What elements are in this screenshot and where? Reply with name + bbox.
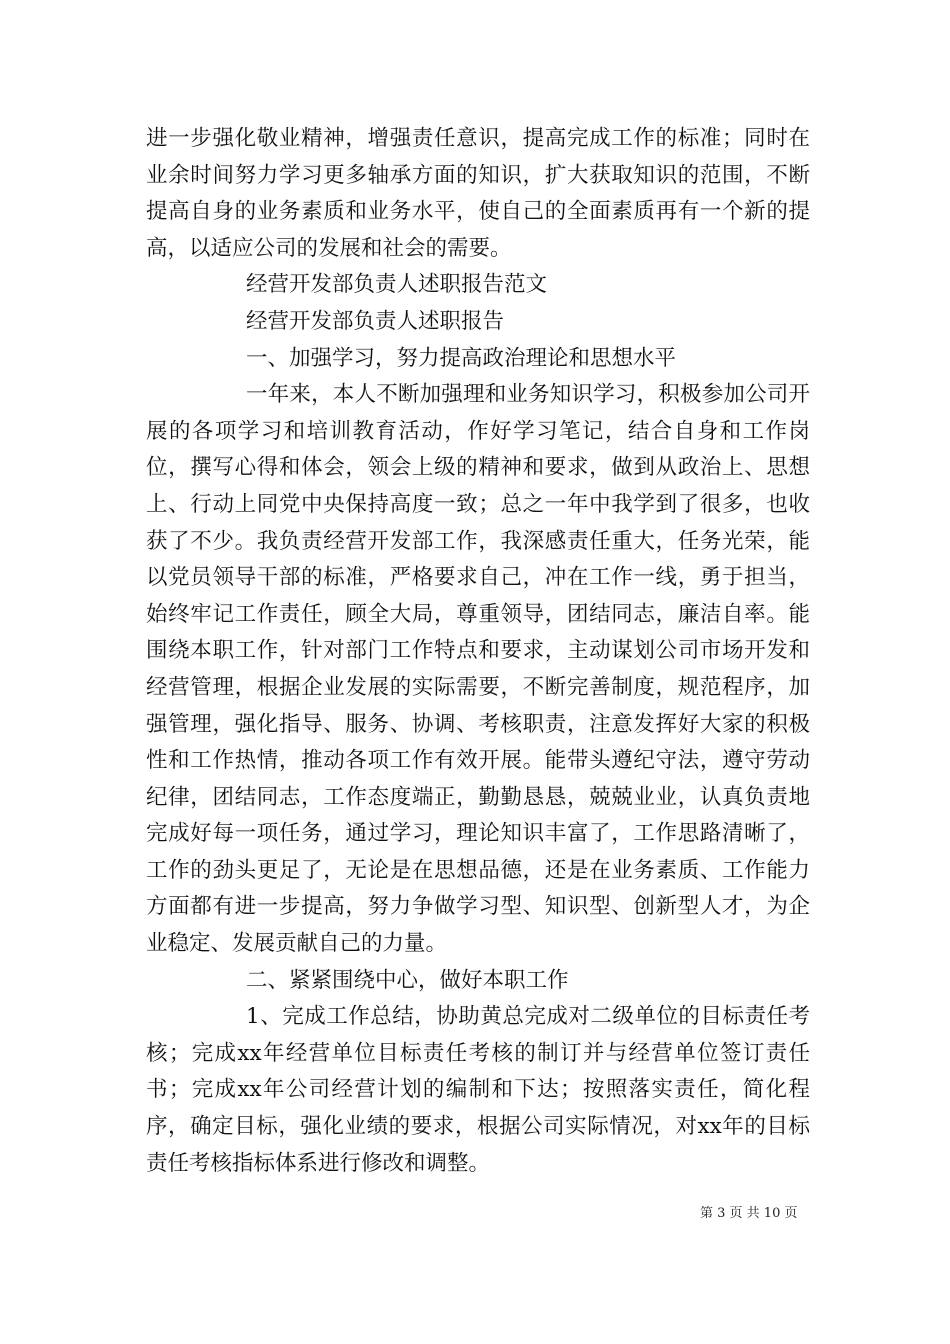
section-1-body: 一年来，本人不断加强理和业务知识学习，积极参加公司开展的各项学习和培训教育活动，作好学习笔记，结合自身和工作岗位，撰写心得和体会，领会上级的精神和要求，做到从政治上、思想上、行动上同党中央保持高度一致；总之一年中我学到了很多，也收获了不少。我负责经营开发部工作，我深感责任重大，任务光荣，能以党员领导干部的标准，严格要求自己，冲在工作一线，勇于担当，始终牢记工作责任，顾全大局，尊重领导，团结同志，廉洁自率。能围绕本职工作，针对部门工作特点和要求，主动谋划公司市场开发和经营管理，根据企业发展的实际需要，不断完善制度，规范程序，加强管理，强化指导、服务、协调、考核职责，注意发挥好大家的积极性和工作热情，推动各项工作有效开展。能带头遵纪守法，遵守劳动纪律，团结同志，工作态度端正，勤勤恳恳，兢兢业业，认真负责地完成好每一项任务，通过学习，理论知识丰富了，工作思路清晰了，工作的劲头更足了，无论是在思想品德，还是在业务素质、工作能力方面都有进一步提高，努力争做学习型、知识型、创新型人才，为企业稳定、发展贡献自己的力量。 <box>146 382 810 957</box>
section-2-item-1: 1、完成工作总结，协助黄总完成对二级单位的目标责任考核；完成xx年经营单位目标责任考核的制订并与经营单位签订责任书；完成xx年公司经营计划的编制和下达；按照落实责任，简化程序，确定目标，强化业绩的要求，根据公司实际情况，对xx年的目标责任考核指标体系进行修改和调整。 <box>146 1004 810 1176</box>
section-heading-1: 一、加强学习，努力提高政治理论和思想水平 <box>246 345 677 371</box>
page-number: 第 3 页 共 10 页 <box>700 1206 798 1221</box>
document-title: 经营开发部负责人述职报告 <box>246 308 505 334</box>
section-heading-2: 二、紧紧围绕中心，做好本职工作 <box>246 967 569 993</box>
paragraph-continuation: 进一步强化敬业精神，增强责任意识，提高完成工作的标准；同时在业余时间努力学习更多轴承方面的知识，扩大获取知识的范围，不断提高自身的业务素质和业务水平，使自己的全面素质再有一个新的提高，以适应公司的发展和社会的需要。 <box>146 126 810 261</box>
document-body <box>146 121 810 1182</box>
document-title-sample: 经营开发部负责人述职报告范文 <box>246 272 548 298</box>
